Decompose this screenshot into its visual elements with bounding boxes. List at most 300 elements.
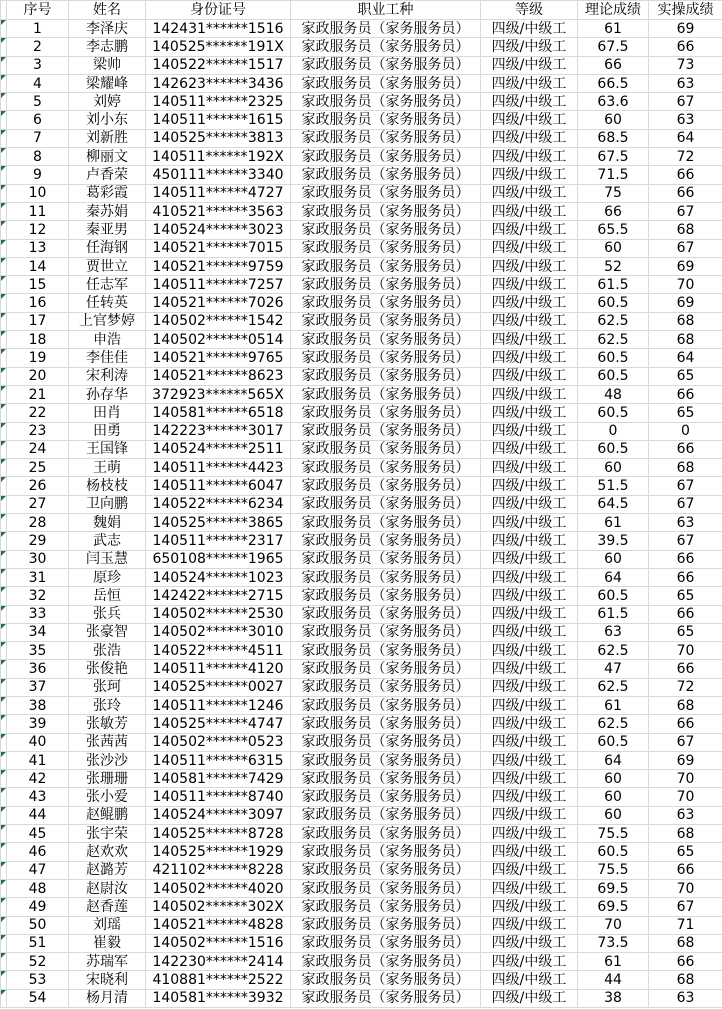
cell-theory-score[interactable]: 67.5 — [578, 38, 649, 56]
cell-occupation[interactable]: 家政服务员（家务服务员） — [291, 276, 481, 294]
cell-level[interactable]: 四级/中级工 — [481, 514, 578, 532]
cell-theory-score[interactable]: 60 — [578, 788, 649, 806]
cell-theory-score[interactable]: 44 — [578, 971, 649, 989]
cell-index[interactable]: 35 — [7, 642, 69, 660]
cell-id-number[interactable]: 140524******3097 — [146, 806, 291, 824]
cell-id-number[interactable]: 140525******1929 — [146, 843, 291, 861]
cell-name[interactable]: 张珂 — [69, 678, 146, 696]
cell-id-number[interactable]: 140502******4020 — [146, 879, 291, 897]
cell-level[interactable]: 四级/中级工 — [481, 843, 578, 861]
cell-practical-score[interactable]: 65 — [649, 843, 722, 861]
cell-occupation[interactable]: 家政服务员（家务服务员） — [291, 861, 481, 879]
cell-occupation[interactable]: 家政服务员（家务服务员） — [291, 879, 481, 897]
cell-theory-score[interactable]: 51.5 — [578, 477, 649, 495]
cell-id-number[interactable]: 140521******8623 — [146, 367, 291, 385]
cell-level[interactable]: 四级/中级工 — [481, 916, 578, 934]
cell-id-number[interactable]: 140502******0514 — [146, 331, 291, 349]
cell-id-number[interactable]: 421102******8228 — [146, 861, 291, 879]
cell-index[interactable]: 24 — [7, 440, 69, 458]
cell-theory-score[interactable]: 60 — [578, 806, 649, 824]
cell-level[interactable]: 四级/中级工 — [481, 495, 578, 513]
cell-name[interactable]: 王萌 — [69, 459, 146, 477]
cell-theory-score[interactable]: 75 — [578, 184, 649, 202]
cell-level[interactable]: 四级/中级工 — [481, 642, 578, 660]
cell-occupation[interactable]: 家政服务员（家务服务员） — [291, 532, 481, 550]
cell-theory-score[interactable]: 63 — [578, 623, 649, 641]
cell-id-number[interactable]: 140511******4727 — [146, 184, 291, 202]
cell-id-number[interactable]: 410521******3563 — [146, 202, 291, 220]
cell-id-number[interactable]: 140521******9765 — [146, 349, 291, 367]
cell-practical-score[interactable]: 70 — [649, 879, 722, 897]
cell-theory-score[interactable]: 69.5 — [578, 898, 649, 916]
cell-occupation[interactable]: 家政服务员（家务服务员） — [291, 459, 481, 477]
cell-occupation[interactable]: 家政服务员（家务服务员） — [291, 38, 481, 56]
cell-index[interactable]: 49 — [7, 898, 69, 916]
cell-name[interactable]: 卢香荣 — [69, 166, 146, 184]
cell-occupation[interactable]: 家政服务员（家务服务员） — [291, 422, 481, 440]
cell-id-number[interactable]: 140511******1615 — [146, 111, 291, 129]
cell-practical-score[interactable]: 66 — [649, 38, 722, 56]
cell-name[interactable]: 赵鲲鹏 — [69, 806, 146, 824]
cell-id-number[interactable]: 140502******3010 — [146, 623, 291, 641]
cell-level[interactable]: 四级/中级工 — [481, 221, 578, 239]
cell-index[interactable]: 20 — [7, 367, 69, 385]
cell-name[interactable]: 秦亚男 — [69, 221, 146, 239]
cell-index[interactable]: 1 — [7, 20, 69, 38]
cell-theory-score[interactable]: 71.5 — [578, 166, 649, 184]
cell-id-number[interactable]: 140522******6234 — [146, 495, 291, 513]
column-header-index[interactable]: 序号 — [7, 1, 69, 20]
cell-theory-score[interactable]: 61.5 — [578, 605, 649, 623]
cell-level[interactable]: 四级/中级工 — [481, 129, 578, 147]
cell-occupation[interactable]: 家政服务员（家务服务员） — [291, 239, 481, 257]
cell-index[interactable]: 36 — [7, 660, 69, 678]
cell-occupation[interactable]: 家政服务员（家务服务员） — [291, 953, 481, 971]
cell-practical-score[interactable]: 68 — [649, 971, 722, 989]
cell-id-number[interactable]: 140521******9759 — [146, 257, 291, 275]
cell-occupation[interactable]: 家政服务员（家务服务员） — [291, 385, 481, 403]
cell-index[interactable]: 48 — [7, 879, 69, 897]
cell-practical-score[interactable]: 68 — [649, 825, 722, 843]
cell-occupation[interactable]: 家政服务员（家务服务员） — [291, 440, 481, 458]
cell-name[interactable]: 李泽庆 — [69, 20, 146, 38]
cell-name[interactable]: 张豪智 — [69, 623, 146, 641]
cell-id-number[interactable]: 140524******2511 — [146, 440, 291, 458]
cell-index[interactable]: 4 — [7, 74, 69, 92]
cell-level[interactable]: 四级/中级工 — [481, 934, 578, 952]
cell-theory-score[interactable]: 65.5 — [578, 221, 649, 239]
cell-id-number[interactable]: 140502******0523 — [146, 733, 291, 751]
cell-name[interactable]: 张玲 — [69, 696, 146, 714]
cell-level[interactable]: 四级/中级工 — [481, 202, 578, 220]
cell-name[interactable]: 杨月清 — [69, 989, 146, 1007]
cell-index[interactable]: 32 — [7, 587, 69, 605]
cell-occupation[interactable]: 家政服务员（家务服务员） — [291, 331, 481, 349]
cell-practical-score[interactable]: 70 — [649, 642, 722, 660]
cell-theory-score[interactable]: 62.5 — [578, 331, 649, 349]
cell-index[interactable]: 23 — [7, 422, 69, 440]
cell-level[interactable]: 四级/中级工 — [481, 166, 578, 184]
cell-name[interactable]: 秦苏娟 — [69, 202, 146, 220]
cell-index[interactable]: 25 — [7, 459, 69, 477]
cell-practical-score[interactable]: 65 — [649, 587, 722, 605]
cell-name[interactable]: 张沙沙 — [69, 751, 146, 769]
cell-practical-score[interactable]: 73 — [649, 56, 722, 74]
cell-index[interactable]: 29 — [7, 532, 69, 550]
cell-id-number[interactable]: 140511******2325 — [146, 93, 291, 111]
cell-id-number[interactable]: 140522******4511 — [146, 642, 291, 660]
cell-level[interactable]: 四级/中级工 — [481, 770, 578, 788]
cell-practical-score[interactable]: 66 — [649, 550, 722, 568]
cell-level[interactable]: 四级/中级工 — [481, 93, 578, 111]
cell-index[interactable]: 42 — [7, 770, 69, 788]
cell-id-number[interactable]: 140581******3932 — [146, 989, 291, 1007]
cell-level[interactable]: 四级/中级工 — [481, 879, 578, 897]
cell-occupation[interactable]: 家政服务员（家务服务员） — [291, 696, 481, 714]
cell-practical-score[interactable]: 66 — [649, 715, 722, 733]
cell-index[interactable]: 5 — [7, 93, 69, 111]
cell-theory-score[interactable]: 52 — [578, 257, 649, 275]
cell-index[interactable]: 11 — [7, 202, 69, 220]
cell-practical-score[interactable]: 63 — [649, 989, 722, 1007]
cell-level[interactable]: 四级/中级工 — [481, 715, 578, 733]
cell-name[interactable]: 任海钢 — [69, 239, 146, 257]
cell-index[interactable]: 33 — [7, 605, 69, 623]
cell-name[interactable]: 刘新胜 — [69, 129, 146, 147]
cell-index[interactable]: 16 — [7, 294, 69, 312]
cell-level[interactable]: 四级/中级工 — [481, 56, 578, 74]
cell-occupation[interactable]: 家政服务员（家务服务员） — [291, 825, 481, 843]
cell-occupation[interactable]: 家政服务员（家务服务员） — [291, 312, 481, 330]
cell-theory-score[interactable]: 60 — [578, 550, 649, 568]
cell-name[interactable]: 张宇荣 — [69, 825, 146, 843]
cell-level[interactable]: 四级/中级工 — [481, 276, 578, 294]
cell-name[interactable]: 武志 — [69, 532, 146, 550]
cell-index[interactable]: 8 — [7, 148, 69, 166]
cell-theory-score[interactable]: 60.5 — [578, 367, 649, 385]
cell-practical-score[interactable]: 67 — [649, 532, 722, 550]
cell-occupation[interactable]: 家政服务员（家务服务员） — [291, 349, 481, 367]
cell-id-number[interactable]: 140511******4423 — [146, 459, 291, 477]
cell-theory-score[interactable]: 73.5 — [578, 934, 649, 952]
cell-id-number[interactable]: 142431******1516 — [146, 20, 291, 38]
cell-occupation[interactable]: 家政服务员（家务服务员） — [291, 294, 481, 312]
cell-id-number[interactable]: 140511******192X — [146, 148, 291, 166]
cell-occupation[interactable]: 家政服务员（家务服务员） — [291, 129, 481, 147]
cell-index[interactable]: 17 — [7, 312, 69, 330]
cell-name[interactable]: 李佳佳 — [69, 349, 146, 367]
cell-theory-score[interactable]: 0 — [578, 422, 649, 440]
column-header-theory-score[interactable]: 理论成绩 — [578, 1, 649, 20]
cell-practical-score[interactable]: 0 — [649, 422, 722, 440]
cell-theory-score[interactable]: 60 — [578, 770, 649, 788]
cell-practical-score[interactable]: 67 — [649, 477, 722, 495]
cell-name[interactable]: 张俊艳 — [69, 660, 146, 678]
cell-index[interactable]: 47 — [7, 861, 69, 879]
cell-id-number[interactable]: 140511******2317 — [146, 532, 291, 550]
cell-theory-score[interactable]: 61 — [578, 20, 649, 38]
cell-name[interactable]: 任转英 — [69, 294, 146, 312]
cell-theory-score[interactable]: 64.5 — [578, 495, 649, 513]
cell-name[interactable]: 贾世立 — [69, 257, 146, 275]
cell-name[interactable]: 原珍 — [69, 568, 146, 586]
cell-practical-score[interactable]: 66 — [649, 861, 722, 879]
cell-index[interactable]: 54 — [7, 989, 69, 1007]
cell-occupation[interactable]: 家政服务员（家务服务员） — [291, 623, 481, 641]
cell-practical-score[interactable]: 66 — [649, 385, 722, 403]
cell-theory-score[interactable]: 67.5 — [578, 148, 649, 166]
cell-id-number[interactable]: 140524******3023 — [146, 221, 291, 239]
cell-practical-score[interactable]: 64 — [649, 349, 722, 367]
cell-name[interactable]: 孙存华 — [69, 385, 146, 403]
cell-occupation[interactable]: 家政服务员（家务服务员） — [291, 751, 481, 769]
cell-index[interactable]: 30 — [7, 550, 69, 568]
cell-name[interactable]: 田肖 — [69, 404, 146, 422]
cell-theory-score[interactable]: 39.5 — [578, 532, 649, 550]
cell-practical-score[interactable]: 63 — [649, 806, 722, 824]
cell-level[interactable]: 四级/中级工 — [481, 312, 578, 330]
cell-level[interactable]: 四级/中级工 — [481, 751, 578, 769]
cell-occupation[interactable]: 家政服务员（家务服务员） — [291, 477, 481, 495]
cell-level[interactable]: 四级/中级工 — [481, 989, 578, 1007]
cell-practical-score[interactable]: 68 — [649, 331, 722, 349]
cell-name[interactable]: 宋利涛 — [69, 367, 146, 385]
cell-occupation[interactable]: 家政服务员（家务服务员） — [291, 587, 481, 605]
cell-occupation[interactable]: 家政服务员（家务服务员） — [291, 806, 481, 824]
cell-id-number[interactable]: 140502******2530 — [146, 605, 291, 623]
cell-level[interactable]: 四级/中级工 — [481, 422, 578, 440]
cell-level[interactable]: 四级/中级工 — [481, 111, 578, 129]
cell-id-number[interactable]: 140521******4828 — [146, 916, 291, 934]
cell-name[interactable]: 梁帅 — [69, 56, 146, 74]
cell-id-number[interactable]: 140522******1517 — [146, 56, 291, 74]
cell-id-number[interactable]: 650108******1965 — [146, 550, 291, 568]
cell-practical-score[interactable]: 68 — [649, 696, 722, 714]
cell-level[interactable]: 四级/中级工 — [481, 184, 578, 202]
cell-practical-score[interactable]: 72 — [649, 148, 722, 166]
cell-occupation[interactable]: 家政服务员（家务服务员） — [291, 788, 481, 806]
cell-occupation[interactable]: 家政服务员（家务服务员） — [291, 660, 481, 678]
cell-index[interactable]: 2 — [7, 38, 69, 56]
cell-occupation[interactable]: 家政服务员（家务服务员） — [291, 56, 481, 74]
cell-name[interactable]: 崔毅 — [69, 934, 146, 952]
cell-index[interactable]: 26 — [7, 477, 69, 495]
cell-index[interactable]: 22 — [7, 404, 69, 422]
cell-theory-score[interactable]: 60 — [578, 239, 649, 257]
cell-level[interactable]: 四级/中级工 — [481, 148, 578, 166]
cell-level[interactable]: 四级/中级工 — [481, 587, 578, 605]
cell-index[interactable]: 19 — [7, 349, 69, 367]
cell-occupation[interactable]: 家政服务员（家务服务员） — [291, 111, 481, 129]
cell-level[interactable]: 四级/中级工 — [481, 898, 578, 916]
cell-practical-score[interactable]: 70 — [649, 276, 722, 294]
cell-occupation[interactable]: 家政服务员（家务服务员） — [291, 74, 481, 92]
cell-theory-score[interactable]: 60.5 — [578, 587, 649, 605]
cell-level[interactable]: 四级/中级工 — [481, 806, 578, 824]
cell-name[interactable]: 葛彩霞 — [69, 184, 146, 202]
cell-index[interactable]: 45 — [7, 825, 69, 843]
cell-theory-score[interactable]: 66 — [578, 56, 649, 74]
cell-name[interactable]: 李志鹏 — [69, 38, 146, 56]
cell-id-number[interactable]: 140521******7015 — [146, 239, 291, 257]
column-header-occupation[interactable]: 职业工种 — [291, 1, 481, 20]
cell-name[interactable]: 张珊珊 — [69, 770, 146, 788]
cell-theory-score[interactable]: 38 — [578, 989, 649, 1007]
cell-index[interactable]: 52 — [7, 953, 69, 971]
cell-index[interactable]: 41 — [7, 751, 69, 769]
cell-theory-score[interactable]: 75.5 — [578, 825, 649, 843]
cell-id-number[interactable]: 140524******1023 — [146, 568, 291, 586]
cell-occupation[interactable]: 家政服务员（家务服务员） — [291, 221, 481, 239]
cell-occupation[interactable]: 家政服务员（家务服务员） — [291, 916, 481, 934]
cell-practical-score[interactable]: 70 — [649, 788, 722, 806]
cell-index[interactable]: 21 — [7, 385, 69, 403]
cell-practical-score[interactable]: 63 — [649, 111, 722, 129]
cell-name[interactable]: 梁耀峰 — [69, 74, 146, 92]
cell-practical-score[interactable]: 67 — [649, 898, 722, 916]
cell-occupation[interactable]: 家政服务员（家务服务员） — [291, 148, 481, 166]
cell-practical-score[interactable]: 69 — [649, 20, 722, 38]
cell-occupation[interactable]: 家政服务员（家务服务员） — [291, 934, 481, 952]
cell-theory-score[interactable]: 70 — [578, 916, 649, 934]
cell-name[interactable]: 岳恒 — [69, 587, 146, 605]
cell-name[interactable]: 王国锋 — [69, 440, 146, 458]
cell-name[interactable]: 上官梦婷 — [69, 312, 146, 330]
cell-level[interactable]: 四级/中级工 — [481, 550, 578, 568]
cell-theory-score[interactable]: 69.5 — [578, 879, 649, 897]
cell-practical-score[interactable]: 72 — [649, 678, 722, 696]
cell-practical-score[interactable]: 67 — [649, 239, 722, 257]
cell-index[interactable]: 3 — [7, 56, 69, 74]
cell-theory-score[interactable]: 60 — [578, 459, 649, 477]
cell-theory-score[interactable]: 47 — [578, 660, 649, 678]
cell-level[interactable]: 四级/中级工 — [481, 605, 578, 623]
cell-index[interactable]: 43 — [7, 788, 69, 806]
cell-id-number[interactable]: 140525******3813 — [146, 129, 291, 147]
cell-practical-score[interactable]: 69 — [649, 257, 722, 275]
cell-id-number[interactable]: 142230******2414 — [146, 953, 291, 971]
cell-index[interactable]: 50 — [7, 916, 69, 934]
cell-occupation[interactable]: 家政服务员（家务服务员） — [291, 367, 481, 385]
cell-name[interactable]: 刘小东 — [69, 111, 146, 129]
cell-practical-score[interactable]: 67 — [649, 93, 722, 111]
cell-index[interactable]: 6 — [7, 111, 69, 129]
cell-practical-score[interactable]: 66 — [649, 605, 722, 623]
cell-level[interactable]: 四级/中级工 — [481, 568, 578, 586]
cell-practical-score[interactable]: 71 — [649, 916, 722, 934]
cell-name[interactable]: 张小爱 — [69, 788, 146, 806]
cell-index[interactable]: 18 — [7, 331, 69, 349]
cell-level[interactable]: 四级/中级工 — [481, 733, 578, 751]
cell-practical-score[interactable]: 63 — [649, 514, 722, 532]
cell-level[interactable]: 四级/中级工 — [481, 953, 578, 971]
cell-id-number[interactable]: 140581******6518 — [146, 404, 291, 422]
cell-name[interactable]: 张茜茜 — [69, 733, 146, 751]
cell-theory-score[interactable]: 61 — [578, 514, 649, 532]
cell-index[interactable]: 15 — [7, 276, 69, 294]
cell-level[interactable]: 四级/中级工 — [481, 678, 578, 696]
cell-practical-score[interactable]: 66 — [649, 440, 722, 458]
cell-theory-score[interactable]: 63.6 — [578, 93, 649, 111]
cell-occupation[interactable]: 家政服务员（家务服务员） — [291, 93, 481, 111]
cell-index[interactable]: 31 — [7, 568, 69, 586]
cell-practical-score[interactable]: 66 — [649, 568, 722, 586]
cell-theory-score[interactable]: 60.5 — [578, 404, 649, 422]
column-header-id-number[interactable]: 身份证号 — [146, 1, 291, 20]
cell-theory-score[interactable]: 68.5 — [578, 129, 649, 147]
cell-index[interactable]: 40 — [7, 733, 69, 751]
cell-id-number[interactable]: 140525******191X — [146, 38, 291, 56]
cell-occupation[interactable]: 家政服务员（家务服务员） — [291, 166, 481, 184]
cell-practical-score[interactable]: 63 — [649, 74, 722, 92]
cell-occupation[interactable]: 家政服务员（家务服务员） — [291, 898, 481, 916]
cell-theory-score[interactable]: 61 — [578, 696, 649, 714]
cell-level[interactable]: 四级/中级工 — [481, 971, 578, 989]
cell-name[interactable]: 张兵 — [69, 605, 146, 623]
cell-theory-score[interactable]: 66.5 — [578, 74, 649, 92]
cell-id-number[interactable]: 140521******7026 — [146, 294, 291, 312]
cell-name[interactable]: 张浩 — [69, 642, 146, 660]
cell-theory-score[interactable]: 61.5 — [578, 276, 649, 294]
cell-occupation[interactable]: 家政服务员（家务服务员） — [291, 404, 481, 422]
cell-index[interactable]: 28 — [7, 514, 69, 532]
cell-index[interactable]: 51 — [7, 934, 69, 952]
cell-occupation[interactable]: 家政服务员（家务服务员） — [291, 495, 481, 513]
cell-practical-score[interactable]: 66 — [649, 953, 722, 971]
cell-theory-score[interactable]: 75.5 — [578, 861, 649, 879]
cell-practical-score[interactable]: 70 — [649, 770, 722, 788]
cell-theory-score[interactable]: 64 — [578, 568, 649, 586]
cell-id-number[interactable]: 142223******3017 — [146, 422, 291, 440]
cell-name[interactable]: 赵欢欢 — [69, 843, 146, 861]
cell-id-number[interactable]: 140511******8740 — [146, 788, 291, 806]
cell-name[interactable]: 赵尉汝 — [69, 879, 146, 897]
cell-theory-score[interactable]: 62.5 — [578, 642, 649, 660]
cell-id-number[interactable]: 142422******2715 — [146, 587, 291, 605]
cell-index[interactable]: 37 — [7, 678, 69, 696]
cell-practical-score[interactable]: 68 — [649, 934, 722, 952]
cell-id-number[interactable]: 140581******7429 — [146, 770, 291, 788]
cell-occupation[interactable]: 家政服务员（家务服务员） — [291, 971, 481, 989]
cell-index[interactable]: 44 — [7, 806, 69, 824]
cell-name[interactable]: 刘瑶 — [69, 916, 146, 934]
cell-id-number[interactable]: 140502******1516 — [146, 934, 291, 952]
cell-occupation[interactable]: 家政服务员（家务服务员） — [291, 678, 481, 696]
cell-id-number[interactable]: 372923******565X — [146, 385, 291, 403]
cell-index[interactable]: 10 — [7, 184, 69, 202]
cell-theory-score[interactable]: 48 — [578, 385, 649, 403]
cell-id-number[interactable]: 140502******302X — [146, 898, 291, 916]
cell-level[interactable]: 四级/中级工 — [481, 861, 578, 879]
cell-level[interactable]: 四级/中级工 — [481, 532, 578, 550]
cell-index[interactable]: 27 — [7, 495, 69, 513]
cell-practical-score[interactable]: 66 — [649, 184, 722, 202]
cell-theory-score[interactable]: 61 — [578, 953, 649, 971]
cell-occupation[interactable]: 家政服务员（家务服务员） — [291, 257, 481, 275]
cell-name[interactable]: 张敏芳 — [69, 715, 146, 733]
column-header-practical-score[interactable]: 实操成绩 — [649, 1, 722, 20]
cell-name[interactable]: 卫向鹏 — [69, 495, 146, 513]
cell-id-number[interactable]: 140511******1246 — [146, 696, 291, 714]
cell-practical-score[interactable]: 66 — [649, 166, 722, 184]
cell-theory-score[interactable]: 60.5 — [578, 843, 649, 861]
cell-level[interactable]: 四级/中级工 — [481, 440, 578, 458]
cell-occupation[interactable]: 家政服务员（家务服务员） — [291, 733, 481, 751]
cell-practical-score[interactable]: 64 — [649, 129, 722, 147]
cell-id-number[interactable]: 140511******7257 — [146, 276, 291, 294]
cell-name[interactable]: 刘婷 — [69, 93, 146, 111]
cell-id-number[interactable]: 140525******0027 — [146, 678, 291, 696]
